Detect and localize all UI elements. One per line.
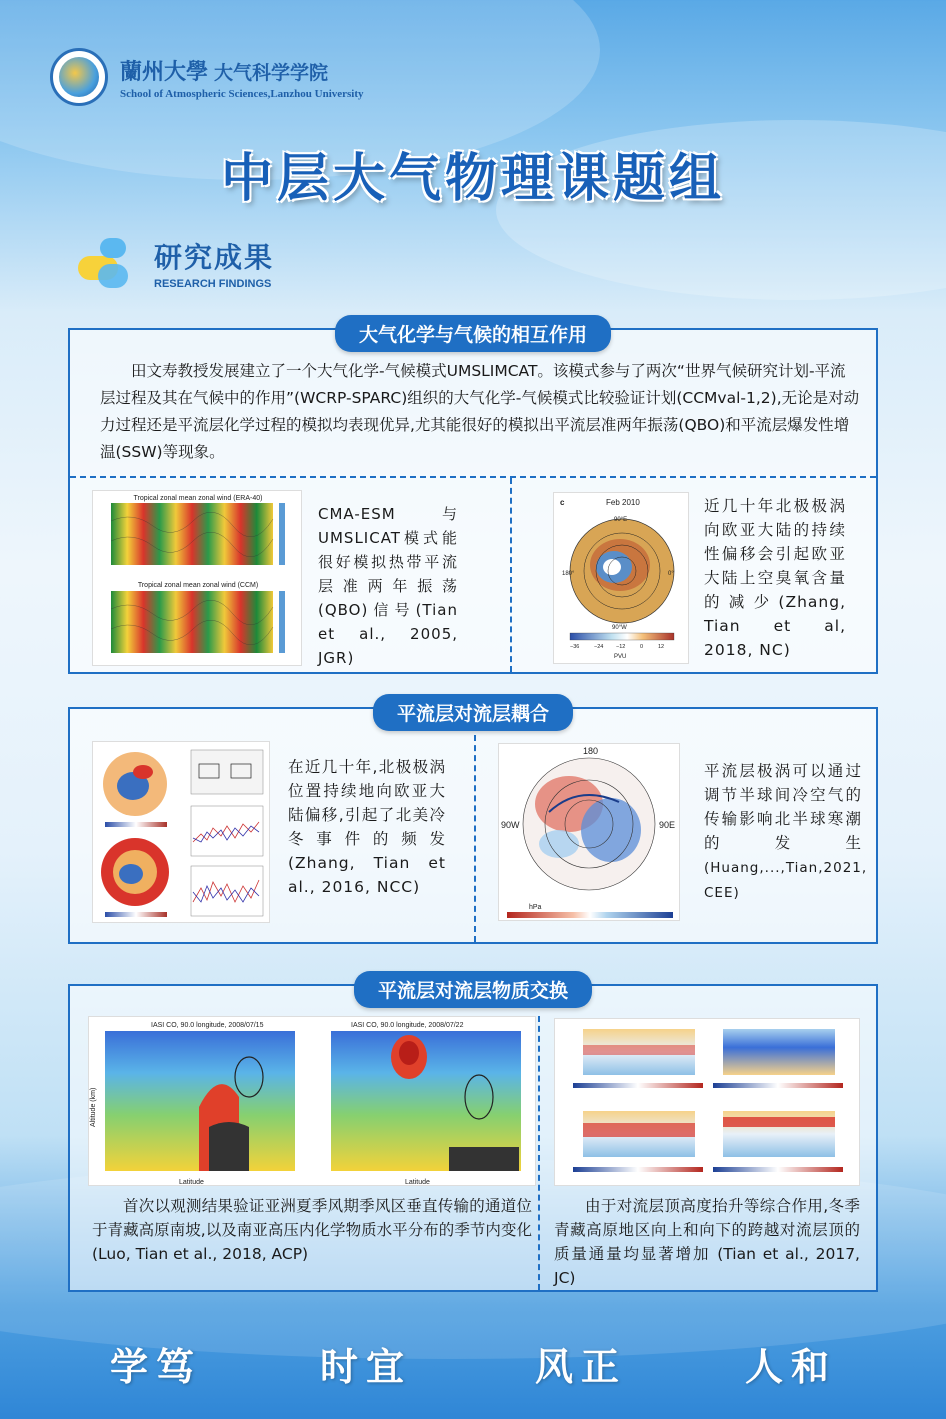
figure-caption: 近几十年北极极涡向欧亚大陆的持续性偏移会引起欧亚大陆上空臭氧含量的减少(Zhang, Tian et al, 2018, NC) [704,497,846,659]
fig-label: 90E [659,820,676,830]
intro-paragraph: 田文寿教授发展建立了一个大气化学-气候模式UMSLIMCAT。该模式参与了两次“世界气候研究计划-平流层过程及其在气候中的作用”(WCRP-SPARC)组织的大气化学-气候模式比较验证计划(CCMval-1,2),无论是对动力过程还是平流层化学过程的模拟均表现优异,尤其能很好的模拟出平流层准两年振荡(QBO)和平流层爆发性增温(SSW)等现象。 [100,362,860,461]
colorbar-tick: 0 [640,644,644,650]
motto-item: 时宜 [320,1344,413,1389]
fig-title: Feb 2010 [606,498,640,507]
panel-strat-trop-coupling [68,703,878,944]
figure-caption-text: 由于对流层顶高度抬升等综合作用,冬季青藏高原地区向上和向下的跨越对流层顶的质量通量均显著增加 [554,1197,860,1263]
divider [70,476,876,478]
cold-air-transport-figure [498,743,680,921]
panel-title: 平流层对流层物质交换 [354,971,592,1008]
figure-caption: CMA-ESM与UMSLICAT模式能很好模拟热带平流层准两年振荡(QBO)信号(Tian et al., 2005, JGR) [318,505,458,667]
fig-label: 180 [583,746,599,756]
axis-label: Latitude [405,1179,430,1186]
fig-label: 90W [501,820,520,830]
fig-title: Tropical zonal mean zonal wind (CCM) [137,582,259,589]
fig-title: IASI CO, 90.0 longitude, 2008/07/22 [351,1022,464,1029]
fig-title: Tropical zonal mean zonal wind (ERA-40) [133,495,263,502]
fig-label: 90°E [614,517,628,523]
colorbar-unit: PVU [614,654,627,660]
university-name-cn: 蘭州大學 [120,58,209,85]
section-subtitle: RESEARCH FINDINGS [154,278,272,290]
fig-label: hPa [529,904,542,911]
axis-label: Latitude [179,1179,204,1186]
polar-vortex-figure [553,492,689,664]
section-title: 研究成果 [154,241,275,274]
colorbar-tick: 12 [658,644,665,650]
department-name: 大气科学学院 [214,61,329,84]
figure-citation: (Huang,...,Tian,2021, CEE) [704,860,868,901]
panel-title: 大气化学与气候的相互作用 [335,315,611,352]
axis-label: Altitude (km) [90,1087,97,1127]
panel-title: 平流层对流层耦合 [373,694,573,731]
motto-item: 风正 [535,1344,628,1389]
figure-caption [704,759,868,905]
bubble-icon [78,236,132,290]
mass-flux-figure [554,1018,860,1186]
figure-citation: (Tian et al., 2017, JC) [554,1245,860,1287]
motto-item: 人和 [745,1344,838,1389]
university-name [120,55,364,100]
header [50,48,364,106]
figure-caption [554,1194,860,1290]
university-name-en: School of Atmospheric Sciences,Lanzhou University [120,87,364,100]
qbo-figure [92,490,302,666]
fig-title: IASI CO, 90.0 longitude, 2008/07/15 [151,1022,264,1029]
page-title: 中层大气物理课题组 [220,149,725,209]
panel-chemistry-climate [68,324,878,674]
colorbar-tick: −24 [594,644,604,650]
panel-ste-exchange [68,980,878,1292]
section-heading [78,236,274,290]
vortex-shift-figure [92,741,270,923]
divider [538,1016,540,1290]
university-logo [50,48,108,106]
fig-label: 90°W [612,625,627,631]
colorbar-tick: −36 [570,644,580,650]
fig-label: 180° [562,571,575,577]
figure-caption: 首次以观测结果验证亚洲夏季风期季风区垂直传输的通道位于青藏高原南坡,以及南亚高压内化学物质水平分布的季节内变化(Luo, Tian et al., 2018, ACP) [92,1197,532,1263]
figure-caption-text: 平流层极涡可以通过调节半球间冷空气的传输影响北半球寒潮的发生 [704,762,862,852]
fig-label: 0° [668,571,674,577]
svg-text:c: c [560,498,565,507]
co-cross-section-figure [88,1016,536,1186]
divider [510,478,512,672]
figure-caption: 在近几十年,北极极涡位置持续地向欧亚大陆偏移,引起了北美冷冬事件的频发(Zhang, Tian et al., 2016, NCC) [288,758,446,896]
motto-item: 学笃 [110,1344,203,1389]
colorbar-tick: −12 [616,644,626,650]
divider [474,725,476,942]
